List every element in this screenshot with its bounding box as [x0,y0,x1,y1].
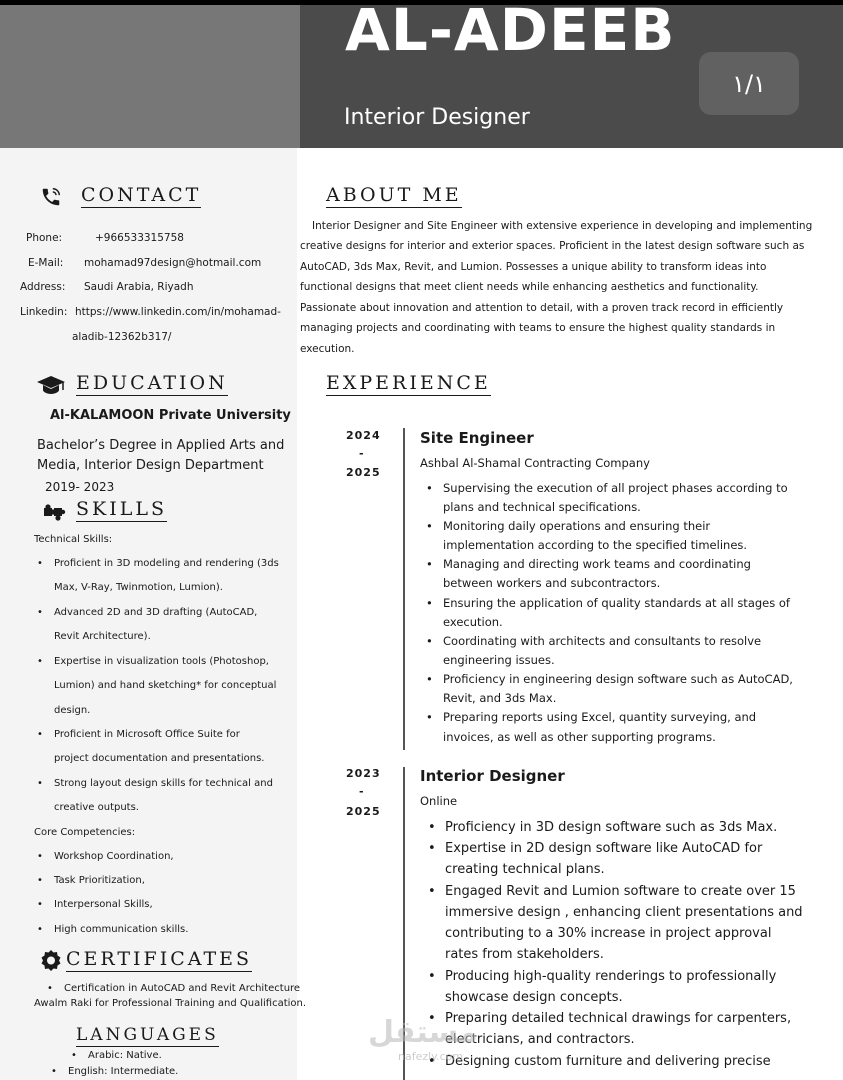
education-degree-line1: Bachelor’s Degree in Applied Arts and [37,438,285,453]
job1-bullet-7-line1: • Preparing reports using Excel, quantity surveying, and [443,710,756,724]
address-value: Saudi Arabia, Riyadh [84,281,194,293]
phone-value[interactable]: +966533315758 [95,232,184,244]
job2-bullet-6-line1: • Designing custom furniture and delivering precise [445,1054,771,1069]
job1-bullet-6-line1: • Proficiency in engineering design software such as AutoCAD, [443,672,793,686]
skills-heading: SKILLS [76,498,167,520]
job1-title: Site Engineer [420,429,534,447]
tech-skill-3-line3: design. [54,705,91,716]
linkedin-url-line1[interactable]: https://www.linkedin.com/in/mohamad- [75,306,281,318]
resume-name: AL-ADEEB [345,0,676,64]
job1-bullet-5-line2: engineering issues. [443,653,555,667]
job1-timeline-line [403,428,405,750]
job2-title: Interior Designer [420,767,565,785]
tech-skill-1-line2: Max, V-Ray, Twinmotion, Lumion). [54,582,223,593]
job2-bullet-3-line3: contributing to a 30% increase in project approval [445,926,772,941]
technical-skills-label: Technical Skills: [34,534,113,545]
about-line-2: creative designs for interior and exterior spaces. Proficient in the latest design software such as [300,240,805,252]
job2-bullet-4-line2: showcase design concepts. [445,990,623,1005]
job1-bullet-2-line2: implementation according to the specified timelines. [443,538,748,552]
education-heading: EDUCATION [76,372,228,394]
tech-skill-4-line1: • Proficient in Microsoft Office Suite for [54,729,240,740]
job1-bullet-1-line2: plans and technical specifications. [443,500,641,514]
job2-company: Online [420,794,458,808]
watermark-latin: nafezly.com [398,1050,464,1063]
job2-year-start: 2023 [346,767,381,780]
job2-bullet-3-line4: rates from stakeholders. [445,947,604,962]
core-competencies-label: Core Competencies: [34,827,136,838]
core-item-4: • High communication skills. [54,924,188,935]
job1-bullet-3-line2: between workers and subcontractors. [443,576,661,590]
phone-label: Phone: [26,232,63,244]
graduation-cap-icon [36,374,66,396]
language-item-1: • Arabic: Native. [88,1050,162,1061]
about-line-6: managing projects and coordinating with teams to ensure the highest quality standards in [300,322,776,334]
header-left-panel [0,5,300,148]
job2-bullet-3-line2: immersive design , enhancing client presentations and [445,905,803,920]
languages-heading: LANGUAGES [76,1025,219,1045]
job1-bullet-4-line2: execution. [443,615,503,629]
about-line-3: AutoCAD, 3ds Max, Revit, and Lumion. Possesses a unique ability to transform ideas into [300,261,767,273]
job1-year-end: 2025 [346,466,381,479]
job1-bullet-5-line1: • Coordinating with architects and consultants to resolve [443,634,761,648]
tech-skill-1-line1: • Proficient in 3D modeling and rendering (3ds [54,558,279,569]
education-years: 2019- 2023 [45,480,115,494]
core-item-3: • Interpersonal Skills, [54,899,153,910]
job1-bullet-6-line2: Revit, and 3ds Max. [443,691,557,705]
job1-year-start: 2024 [346,429,381,442]
job2-bullet-2-line2: creating technical plans. [445,862,605,877]
tech-skill-4-line2: project documentation and presentations. [54,753,265,764]
job2-bullet-1-line1: • Proficiency in 3D design software such as 3ds Max. [445,820,777,835]
job2-bullet-2-line1: • Expertise in 2D design software like AutoCAD for [445,841,762,856]
address-label: Address: [20,281,66,293]
certificates-heading: CERTIFICATES [66,948,253,970]
job1-bullet-3-line1: • Managing and directing work teams and coordinating [443,557,751,571]
core-item-2: • Task Prioritization, [54,875,145,886]
page-number-badge[interactable]: ١/١ [699,52,799,115]
puzzle-icon [42,503,66,523]
linkedin-url-line2[interactable]: aladib-12362b317/ [72,331,172,343]
email-label: E-Mail: [28,257,64,269]
award-badge-icon [40,949,62,973]
tech-skill-2-line2: Revit Architecture). [54,631,151,642]
job2-bullet-4-line1: • Producing high-quality renderings to professionally [445,969,776,984]
job1-bullet-7-line2: invoices, as well as other supporting programs. [443,730,716,744]
linkedin-label: Linkedin: [20,306,68,318]
about-line-7: execution. [300,343,355,355]
job1-bullet-2-line1: • Monitoring daily operations and ensuring their [443,519,710,533]
job1-bullet-1-line1: • Supervising the execution of all project phases according to [443,481,788,495]
experience-heading: EXPERIENCE [326,372,491,394]
core-item-1: • Workshop Coordination, [54,851,174,862]
about-line-1: Interior Designer and Site Engineer with extensive experience in developing and implementing [312,220,813,232]
job2-bullet-5-line1: • Preparing detailed technical drawings for carpenters, [445,1011,791,1026]
tech-skill-3-line1: • Expertise in visualization tools (Photoshop, [54,656,269,667]
tech-skill-5-line2: creative outputs. [54,802,139,813]
job2-year-dash: - [359,785,365,798]
about-heading: ABOUT ME [326,184,462,206]
job1-bullet-4-line1: • Ensuring the application of quality standards at all stages of [443,596,790,610]
phone-icon [40,186,62,208]
certificate-line2: Awalm Raki for Professional Training and Qualification. [34,998,307,1009]
education-school: Al-KALAMOON Private University [50,408,291,423]
watermark-arabic: مستقل [368,1015,478,1050]
language-item-2: • English: Intermediate. [68,1066,178,1077]
tech-skill-3-line2: Lumion) and hand sketching* for conceptual [54,680,277,691]
about-line-5: Passionate about innovation and attention to detail, with a proven track record in efficiently [300,302,784,314]
email-value[interactable]: mohamad97design@hotmail.com [84,257,262,269]
certificate-line1: • Certification in AutoCAD and Revit Architecture [64,983,300,994]
nafezly-watermark [368,1016,478,1063]
contact-heading: CONTACT [81,184,202,206]
job1-company: Ashbal Al-Shamal Contracting Company [420,456,650,470]
tech-skill-5-line1: • Strong layout design skills for technical and [54,778,273,789]
job1-year-dash: - [359,447,365,460]
education-degree-line2: Media, Interior Design Department [37,458,264,473]
job2-bullet-5-line2: electricians, and contractors. [445,1032,635,1047]
about-line-4: functional designs that meet client needs while enhancing aesthetics and functionality. [300,281,759,293]
resume-title: Interior Designer [344,105,530,130]
job2-bullet-3-line1: • Engaged Revit and Lumion software to create over 15 [445,884,796,899]
tech-skill-2-line1: • Advanced 2D and 3D drafting (AutoCAD, [54,607,257,618]
job2-year-end: 2025 [346,805,381,818]
